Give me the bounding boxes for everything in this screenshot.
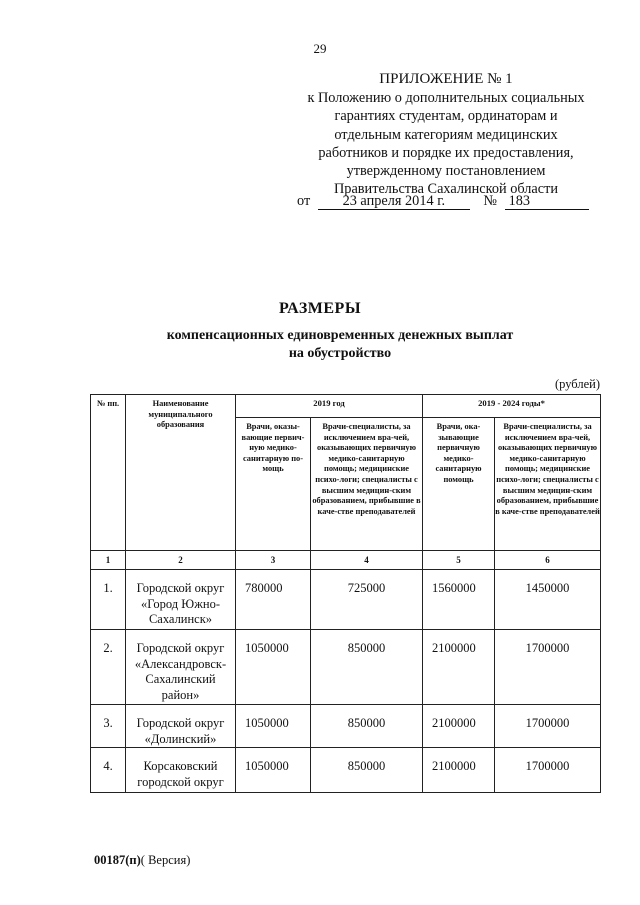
appendix-line: гарантиях студентам, ординаторам и [334,108,558,125]
row-number: 2. [91,630,126,705]
row-number: 1. [91,570,126,630]
subtitle-line: на обустройство [288,346,392,361]
header-group-2019-2024: 2019 - 2024 годы* [423,395,601,418]
resolution-date-line [297,193,597,210]
amount-2019-specialists: 725000 [311,570,423,630]
document-title: РАЗМЕРЫ [278,300,362,317]
appendix-title: ПРИЛОЖЕНИЕ № 1 [379,71,513,87]
amount-2019-specialists: 850000 [311,705,423,748]
number-prefix: № [483,193,498,209]
column-number: 6 [495,551,601,570]
municipality-name: Городской округ «Александровск-Сахалинский район» [126,630,236,705]
appendix-line: работников и порядке их предоставления, [318,144,574,161]
amount-2024-specialists: 1700000 [495,705,601,748]
subtitle-line: компенсационных единовременных денежных выплат [166,328,514,343]
table-row [91,705,601,748]
header-col3: Врачи, оказы-вающие первич-ную медико-санитарную по-мощь [236,418,311,551]
amount-2019-primary: 1050000 [236,630,311,705]
table-row [91,630,601,705]
header-group-2019: 2019 год [236,395,423,418]
header-num: № пп. [91,395,126,551]
amount-2024-primary: 1560000 [423,570,495,630]
appendix-line: отдельным категориям медицинских [334,126,558,143]
amount-2019-primary: 780000 [236,570,311,630]
header-col6: Врачи-специалисты, за исключением вра-чей, оказывающих первичную медико-санитарную помощь; медицинские психо-логи; специалисты с высшим медицин-ским образованием, прибывшие в каче-стве преподавателей [495,418,601,551]
header-col5: Врачи, ока-зывающие первичную медико-санитарную помощь [423,418,495,551]
payments-table [90,394,601,793]
municipality-name: Городской округ «Город Южно-Сахалинск» [126,570,236,630]
appendix-line: Правительства Сахалинской области [333,181,559,198]
amount-2019-specialists: 850000 [311,748,423,793]
row-number: 3. [91,705,126,748]
amount-2024-specialists: 1700000 [495,748,601,793]
amount-2019-primary: 1050000 [236,748,311,793]
amount-2024-primary: 2100000 [423,630,495,705]
row-number: 4. [91,748,126,793]
amount-2024-primary: 2100000 [423,748,495,793]
document-subtitle [120,327,560,363]
appendix-block [296,70,596,198]
amount-2019-primary: 1050000 [236,705,311,748]
footer-version: ( Версия) [140,853,191,867]
amount-2024-specialists: 1700000 [495,630,601,705]
currency-unit: (рублей) [554,377,600,391]
amount-2019-specialists: 850000 [311,630,423,705]
municipality-name: Городской округ «Долинский» [126,705,236,748]
appendix-line: к Положению о дополнительных социальных [307,90,585,107]
amount-2024-primary: 2100000 [423,705,495,748]
header-col4: Врачи-специалисты, за исключением вра-чей, оказывающих первичную медико-санитарную помощь; медицинские психо-логи; специалисты с высшим медицин-ским образованием, прибывшие в каче-стве преподавателей [311,418,423,551]
footer-code: 00187(п) [94,853,141,867]
column-number: 3 [236,551,311,570]
column-number: 2 [126,551,236,570]
table-row [91,748,601,793]
date-prefix: от [297,193,311,209]
municipality-name: Корсаковский городской округ [126,748,236,793]
column-number: 1 [91,551,126,570]
column-number: 5 [423,551,495,570]
column-numbers-row [91,551,601,570]
document-footer [94,853,190,868]
page-number: 29 [313,41,327,56]
amount-2024-specialists: 1450000 [495,570,601,630]
appendix-line: утвержденному постановлением [346,163,546,180]
resolution-date: 23 апреля 2014 г. [318,193,470,210]
table-row [91,570,601,630]
header-municipality: Наименование муниципального образования [126,395,236,551]
resolution-number: 183 [505,193,589,210]
column-number: 4 [311,551,423,570]
